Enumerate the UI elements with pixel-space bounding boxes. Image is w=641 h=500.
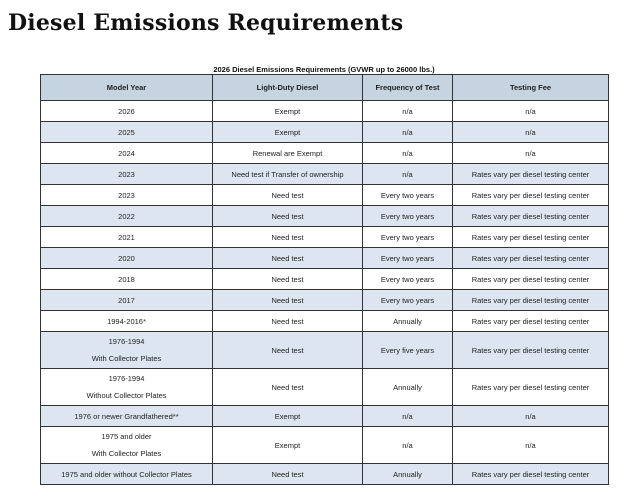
cell-testing-fee: Rates vary per diesel testing center — [453, 227, 609, 248]
model-year-line: With Collector Plates — [91, 354, 162, 363]
page-title: Diesel Emissions Requirements — [8, 10, 404, 36]
model-year-line: 2018 — [118, 274, 135, 284]
header-model-year: Model Year — [41, 75, 213, 101]
model-year-line: 2020 — [118, 253, 135, 263]
cell-light-duty-diesel: Exempt — [213, 101, 363, 122]
cell-model-year — [41, 185, 213, 206]
cell-frequency: Every two years — [363, 185, 453, 206]
cell-light-duty-diesel: Need test — [213, 206, 363, 227]
cell-light-duty-diesel: Need test — [213, 464, 363, 485]
cell-model-year — [41, 206, 213, 227]
cell-light-duty-diesel: Need test — [213, 311, 363, 332]
cell-light-duty-diesel: Need test — [213, 290, 363, 311]
cell-model-year — [41, 122, 213, 143]
header-frequency-of-test: Frequency of Test — [363, 75, 453, 101]
cell-frequency: Every five years — [363, 332, 453, 369]
table-row — [41, 311, 609, 332]
cell-frequency: n/a — [363, 164, 453, 185]
cell-model-year — [41, 464, 213, 485]
model-year-line: 2023 — [118, 190, 135, 200]
cell-frequency: n/a — [363, 122, 453, 143]
model-year-line: 2024 — [118, 148, 135, 158]
cell-model-year — [41, 311, 213, 332]
cell-model-year — [41, 227, 213, 248]
cell-frequency: Annually — [363, 369, 453, 406]
table-row — [41, 332, 609, 369]
cell-testing-fee: Rates vary per diesel testing center — [453, 164, 609, 185]
cell-model-year — [41, 290, 213, 311]
cell-frequency: Every two years — [363, 206, 453, 227]
cell-light-duty-diesel: Need test — [213, 185, 363, 206]
cell-testing-fee: n/a — [453, 427, 609, 464]
table-row — [41, 101, 609, 122]
cell-testing-fee: Rates vary per diesel testing center — [453, 248, 609, 269]
table-row — [41, 227, 609, 248]
cell-light-duty-diesel: Need test — [213, 227, 363, 248]
table-row — [41, 269, 609, 290]
table-body — [41, 101, 609, 485]
model-year-line: 2025 — [118, 127, 135, 137]
table-row — [41, 406, 609, 427]
table-row — [41, 248, 609, 269]
table-row — [41, 290, 609, 311]
cell-model-year — [41, 248, 213, 269]
header-light-duty-diesel: Light-Duty Diesel — [213, 75, 363, 101]
cell-light-duty-diesel: Exempt — [213, 122, 363, 143]
cell-testing-fee: Rates vary per diesel testing center — [453, 369, 609, 406]
cell-model-year — [41, 332, 213, 369]
table-row — [41, 369, 609, 406]
model-year-line: 2022 — [118, 211, 135, 221]
cell-frequency: Every two years — [363, 227, 453, 248]
table-row — [41, 122, 609, 143]
cell-light-duty-diesel: Exempt — [213, 406, 363, 427]
table-row — [41, 427, 609, 464]
model-year-line: 2026 — [118, 106, 135, 116]
model-year-line: 1976 or newer Grandfathered** — [74, 411, 179, 421]
cell-testing-fee: n/a — [453, 143, 609, 164]
cell-testing-fee: Rates vary per diesel testing center — [453, 206, 609, 227]
table-caption: 2026 Diesel Emissions Requirements (GVWR up to 26000 lbs.) — [213, 65, 435, 74]
table-row — [41, 185, 609, 206]
model-year-line: 1975 and older — [101, 432, 152, 441]
cell-frequency: Every two years — [363, 269, 453, 290]
cell-light-duty-diesel: Need test — [213, 248, 363, 269]
model-year-line: 2017 — [118, 295, 135, 305]
cell-testing-fee: Rates vary per diesel testing center — [453, 332, 609, 369]
cell-frequency: Annually — [363, 464, 453, 485]
emissions-table — [40, 74, 609, 485]
cell-model-year — [41, 427, 213, 464]
cell-frequency: n/a — [363, 143, 453, 164]
cell-testing-fee: n/a — [453, 406, 609, 427]
cell-frequency: Every two years — [363, 248, 453, 269]
cell-model-year — [41, 369, 213, 406]
cell-light-duty-diesel: Renewal are Exempt — [213, 143, 363, 164]
cell-model-year — [41, 164, 213, 185]
cell-model-year — [41, 269, 213, 290]
cell-frequency: Every two years — [363, 290, 453, 311]
model-year-line: 2023 — [118, 169, 135, 179]
cell-frequency: n/a — [363, 427, 453, 464]
table-header-row — [41, 75, 609, 101]
cell-model-year — [41, 143, 213, 164]
model-year-line: With Collector Plates — [91, 449, 162, 458]
model-year-line: 2021 — [118, 232, 135, 242]
cell-testing-fee: Rates vary per diesel testing center — [453, 185, 609, 206]
model-year-line: 1976-1994 — [108, 337, 145, 346]
model-year-line: 1975 and older without Collector Plates — [61, 469, 192, 479]
table-row — [41, 206, 609, 227]
model-year-line: Without Collector Plates — [86, 391, 167, 400]
cell-testing-fee: n/a — [453, 101, 609, 122]
header-testing-fee: Testing Fee — [453, 75, 609, 101]
cell-light-duty-diesel: Need test — [213, 269, 363, 290]
cell-testing-fee: Rates vary per diesel testing center — [453, 290, 609, 311]
cell-light-duty-diesel: Need test if Transfer of ownership — [213, 164, 363, 185]
cell-frequency: n/a — [363, 406, 453, 427]
cell-testing-fee: n/a — [453, 122, 609, 143]
table-row — [41, 464, 609, 485]
cell-light-duty-diesel: Exempt — [213, 427, 363, 464]
cell-model-year — [41, 101, 213, 122]
model-year-line: 1976-1994 — [108, 374, 145, 383]
table-row — [41, 143, 609, 164]
table-row — [41, 164, 609, 185]
cell-light-duty-diesel: Need test — [213, 369, 363, 406]
cell-model-year — [41, 406, 213, 427]
model-year-line: 1994-2016* — [107, 316, 146, 326]
cell-frequency: Annually — [363, 311, 453, 332]
cell-testing-fee: Rates vary per diesel testing center — [453, 311, 609, 332]
cell-light-duty-diesel: Need test — [213, 332, 363, 369]
cell-testing-fee: Rates vary per diesel testing center — [453, 269, 609, 290]
cell-testing-fee: Rates vary per diesel testing center — [453, 464, 609, 485]
cell-frequency: n/a — [363, 101, 453, 122]
